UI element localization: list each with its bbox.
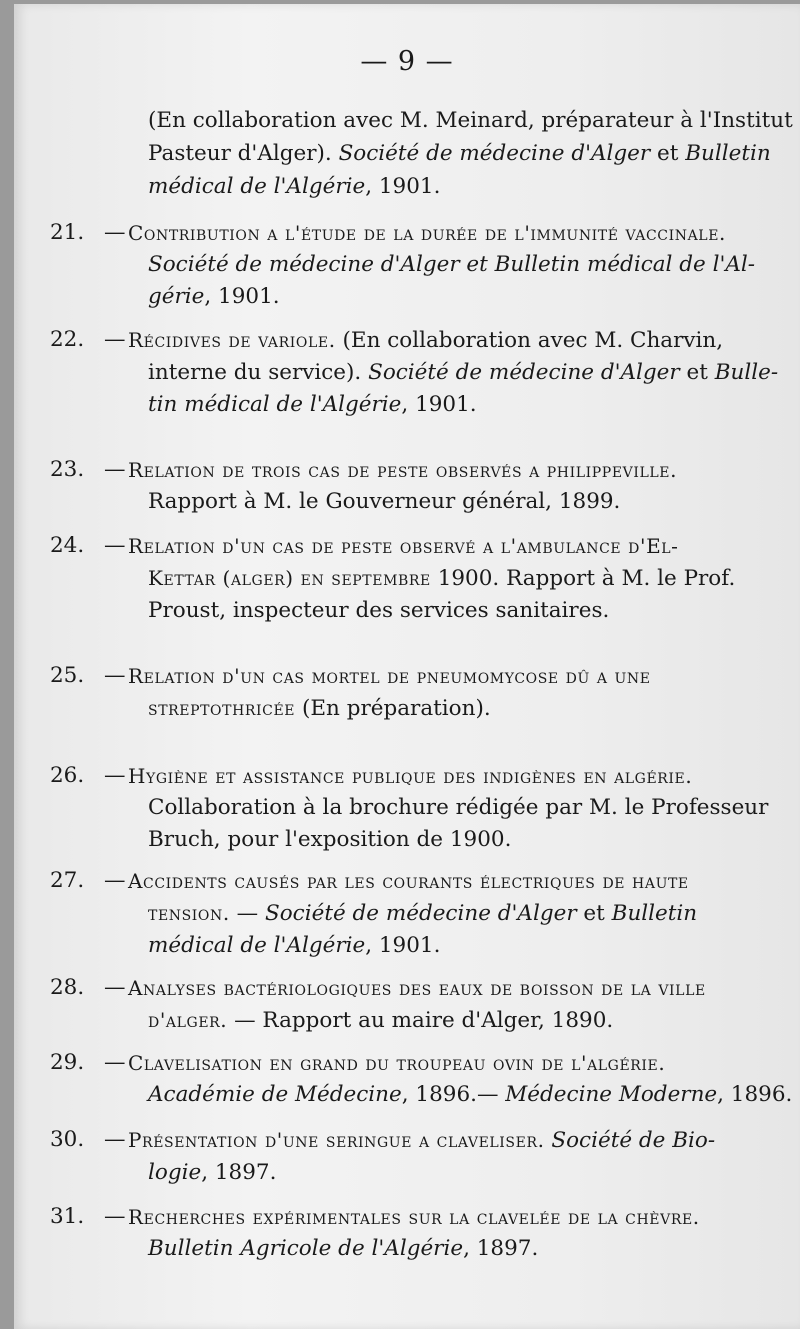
entry-number: 31. — [50, 1204, 85, 1229]
entry-source-cont: Proust, inspecteur des services sanitaires. — [148, 598, 610, 623]
intro-line-1: (En collaboration avec M. Meinard, préparateur à l'Institut — [148, 108, 793, 133]
entry-title: Recherches expérimentales sur la clavelée de la chèvre. — [128, 1205, 700, 1229]
entry-dash: — — [104, 327, 126, 352]
entry-23 — [50, 454, 730, 518]
entry-dash: — — [104, 220, 126, 245]
entry-source: tension. — Société de médecine d'Alger et Bulletin — [148, 901, 698, 926]
entry-dash: — — [104, 663, 126, 688]
entry-31 — [50, 1201, 730, 1265]
intro-line-2: Pasteur d'Alger). Société de médecine d'Alger et Bulletin — [148, 141, 771, 166]
entry-dash: — — [104, 533, 126, 558]
page-number: — 9 — — [360, 46, 454, 77]
entry-source: d'alger. — Rapport au maire d'Alger, 1890. — [148, 1008, 614, 1033]
entry-title: Contribution a l'étude de la durée de l'immunité vaccinale. — [128, 221, 726, 245]
entry-source-cont: tin médical de l'Algérie, 1901. — [148, 392, 477, 417]
entry-number: 29. — [50, 1050, 85, 1075]
entry-source-cont: médical de l'Algérie, 1901. — [148, 933, 441, 958]
intro-continuation — [148, 104, 793, 203]
entry-source: Bulletin Agricole de l'Algérie, 1897. — [148, 1236, 539, 1261]
entry-source-cont: gérie, 1901. — [148, 284, 280, 309]
entry-title: Présentation d'une seringue a claveliser. Société de Bio- — [128, 1128, 716, 1153]
entry-source: Société de médecine d'Alger et Bulletin médical de l'Al- — [148, 252, 756, 277]
entry-source: Kettar (alger) en septembre 1900. Rapport à M. le Prof. — [148, 566, 736, 591]
entry-dash: — — [104, 975, 126, 1000]
entry-number: 23. — [50, 457, 85, 482]
entry-source-cont: Bruch, pour l'exposition de 1900. — [148, 827, 512, 852]
entry-title: Relation de trois cas de peste observés a philippeville. — [128, 458, 678, 482]
entry-dash: — — [104, 1127, 126, 1152]
entry-dash: — — [104, 1050, 126, 1075]
entry-29 — [50, 1047, 793, 1111]
entry-title: Récidives de variole. (En collaboration avec M. Charvin, — [128, 328, 724, 353]
entry-25 — [50, 660, 730, 725]
entry-28 — [50, 972, 730, 1037]
entry-number: 24. — [50, 533, 85, 558]
entry-source: streptothricée (En préparation). — [148, 696, 491, 721]
entry-title: Relation d'un cas de peste observé a l'ambulance d'El- — [128, 534, 679, 558]
entry-source: Académie de Médecine, 1896.— Médecine Moderne, 1896. — [148, 1082, 793, 1107]
entry-number: 21. — [50, 220, 85, 245]
entry-source: interne du service). Société de médecine d'Alger et Bulle- — [148, 360, 779, 385]
entry-number: 25. — [50, 663, 85, 688]
entry-title: Accidents causés par les courants électriques de haute — [128, 869, 689, 893]
entry-number: 22. — [50, 327, 85, 352]
entry-number: 28. — [50, 975, 85, 1000]
entry-title: Clavelisation en grand du troupeau ovin de l'algérie. — [128, 1051, 666, 1075]
entry-dash: — — [104, 1204, 126, 1229]
document-page — [14, 4, 800, 1329]
entry-source: Collaboration à la brochure rédigée par M. le Professeur — [148, 795, 769, 820]
entry-21 — [50, 217, 756, 313]
entry-title: Relation d'un cas mortel de pneumomycose dû a une — [128, 664, 651, 688]
entry-source: logie, 1897. — [148, 1160, 277, 1185]
intro-line-3: médical de l'Algérie, 1901. — [148, 174, 441, 199]
entry-number: 27. — [50, 868, 85, 893]
entry-source: Rapport à M. le Gouverneur général, 1899. — [148, 489, 621, 514]
entry-dash: — — [104, 763, 126, 788]
entry-number: 30. — [50, 1127, 85, 1152]
entry-dash: — — [104, 868, 126, 893]
entry-30 — [50, 1124, 730, 1189]
entry-24 — [50, 530, 736, 627]
entry-22 — [50, 324, 779, 421]
entry-title: Hygiène et assistance publique des indigènes en algérie. — [128, 764, 693, 788]
entry-number: 26. — [50, 763, 85, 788]
entry-26 — [50, 760, 769, 856]
entry-27 — [50, 865, 730, 962]
entry-title: Analyses bactériologiques des eaux de boisson de la ville — [128, 976, 706, 1000]
entry-dash: — — [104, 457, 126, 482]
